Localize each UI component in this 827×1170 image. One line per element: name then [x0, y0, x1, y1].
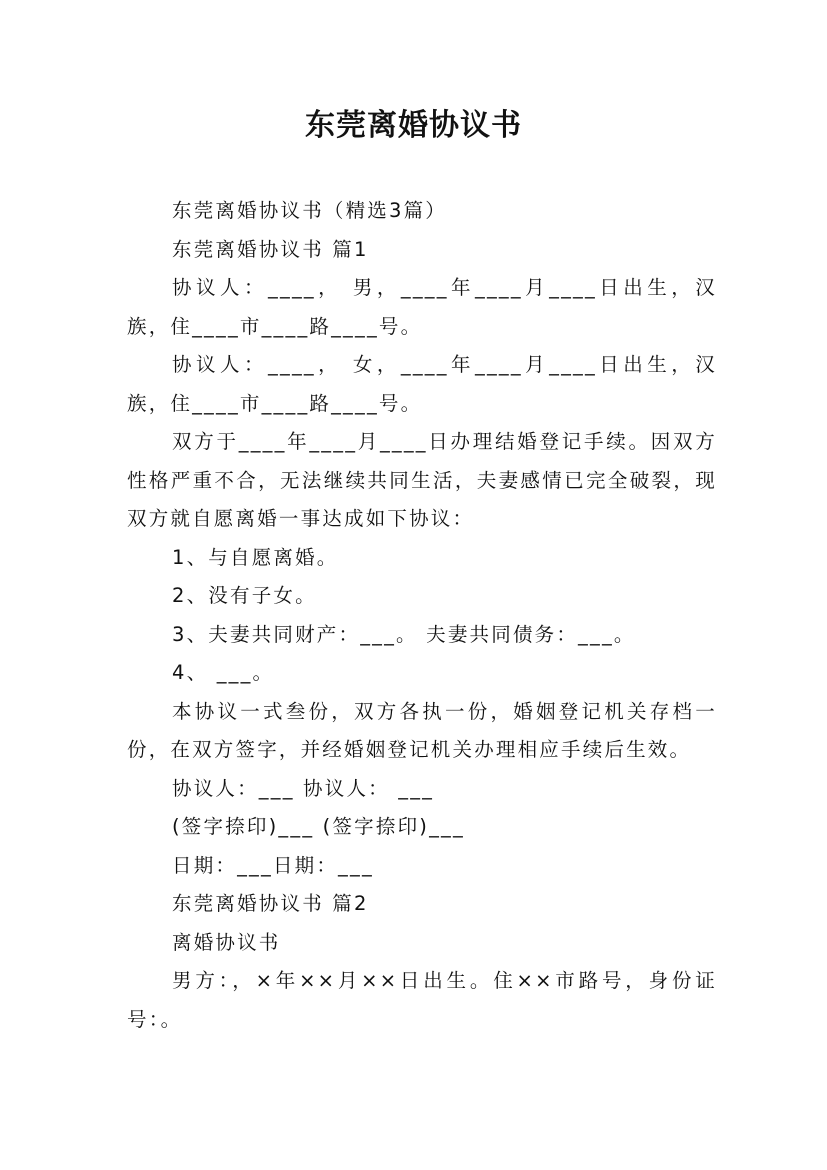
paragraph-background: 双方于____年____月____日办理结婚登记手续。因双方性格严重不合，无法继续共同生活，夫妻感情已完全破裂，现双方就自愿离婚一事达成如下协议：: [127, 430, 717, 530]
paragraph-section-2-title: 离婚协议书: [172, 930, 281, 954]
paragraph-party-male: 协议人：____， 男，____年____月____日出生，汉族，住____市____路____号。: [127, 276, 717, 338]
paragraph-clause-2: 2、没有子女。: [172, 584, 317, 607]
paragraph-party-female: 协议人：____， 女，____年____月____日出生，汉族，住____市____路____号。: [127, 353, 717, 415]
paragraph-section-2-heading: 东莞离婚协议书 篇2: [172, 892, 369, 915]
paragraph-clause-4: 4、 ___。: [172, 661, 275, 684]
paragraph-subtitle: 东莞离婚协议书（精选3篇）: [172, 199, 448, 222]
paragraph-male-party: 男方：，×年××月××日出生。住××市路号，身份证号：。: [127, 969, 717, 1031]
paragraph-sign-seal: (签字捺印)___ (签字捺印)___: [172, 815, 465, 838]
document-body: [127, 192, 717, 1039]
paragraph-clause-1: 1、与自愿离婚。: [172, 545, 339, 569]
document-title: 东莞离婚协议书: [305, 108, 522, 143]
paragraph-copies: 本协议一式叁份，双方各执一份，婚姻登记机关存档一份，在双方签字，并经婚姻登记机关办理相应手续后生效。: [127, 699, 717, 761]
paragraph-section-1-heading: 东莞离婚协议书 篇1: [172, 237, 369, 261]
paragraph-dates: 日期：___日期：___: [172, 853, 374, 877]
paragraph-signatories: 协议人：___ 协议人： ___: [172, 776, 435, 800]
paragraph-clause-3: 3、夫妻共同财产：___。 夫妻共同债务：___。: [172, 622, 636, 646]
